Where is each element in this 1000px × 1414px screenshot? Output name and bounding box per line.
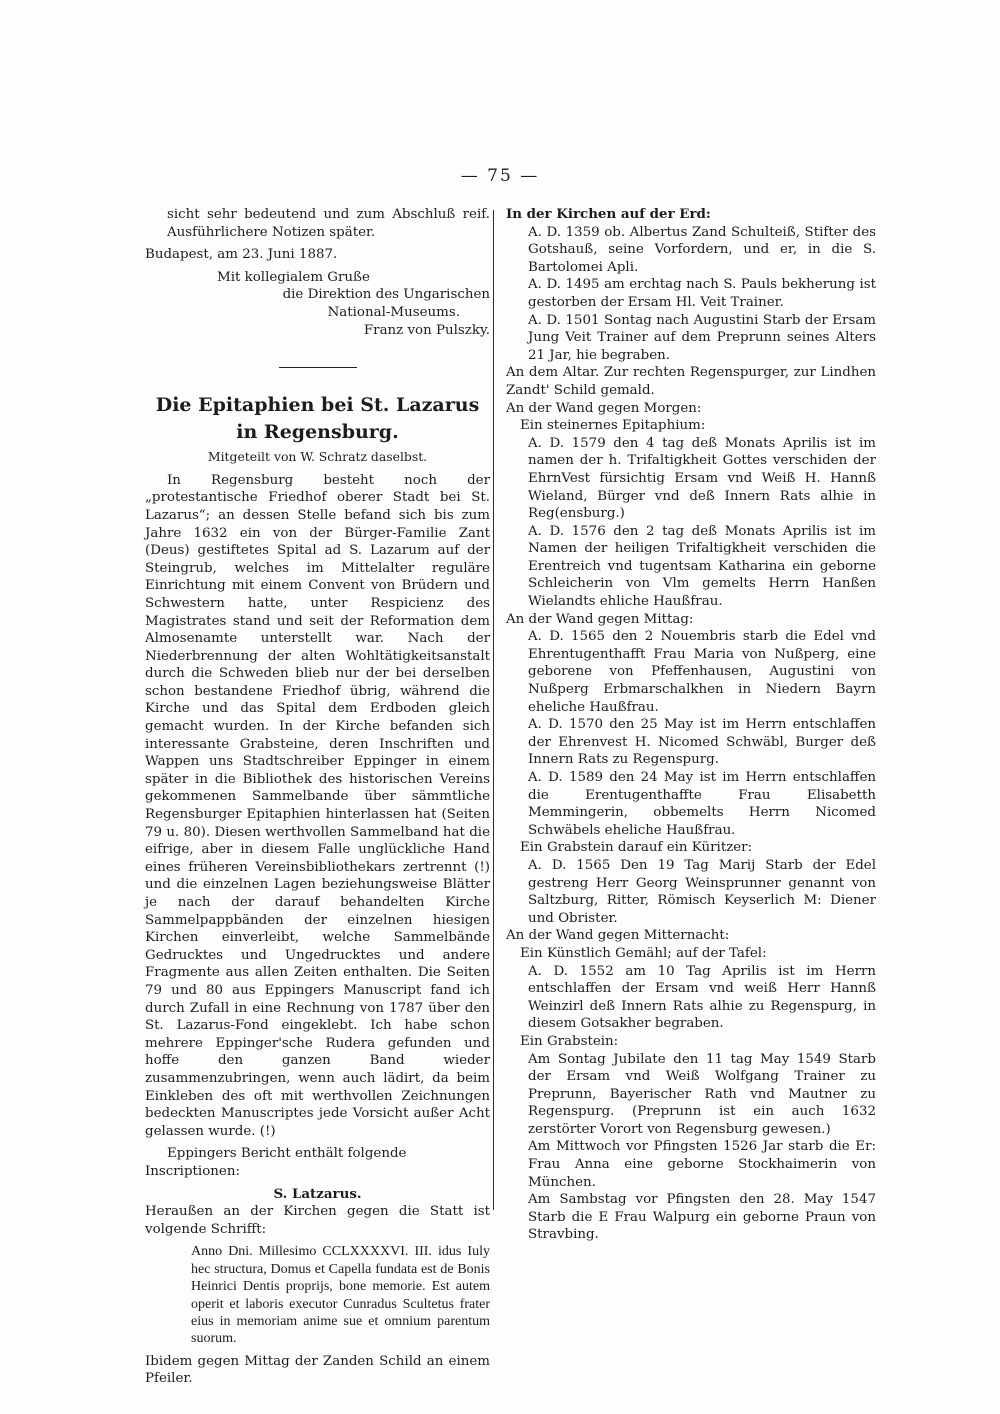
intro-continuation: sicht sehr bedeutend und zum Abschluß reif. Ausführlichere Notizen später.: [167, 207, 490, 240]
sender-line-2: National-Museums.: [327, 304, 460, 320]
right-column: [506, 206, 876, 1244]
east-entry-1: A. D. 1579 den 4 tag deß Monats Aprilis ist im namen der h. Trifaltigkheit Gottes verschiden der EhrnVest fürsichtig Ersam vnd Weiß H. Hannß Wieland, Bürger vnd deß Innern Rats alhie in Reg(ensburg.): [528, 435, 876, 522]
article-title-line-1: Die Epitaphien bei St. Lazarus: [155, 394, 480, 417]
floor-heading: In der Kirchen auf der Erd:: [506, 206, 711, 222]
south-entry-3: A. D. 1589 den 24 May ist im Herrn entschlaffen die Erentugenthaffte Frau Elisabetth Memmingerin, obbemelts Herrn Nicomed Schwäbels eheliche Haußfrau.: [528, 770, 876, 838]
grave-heading: Ein Grabstein darauf ein Küritzer:: [520, 840, 753, 856]
stone-entry-1: Am Sontag Jubilate den 11 tag May 1549 Starb der Ersam vnd Weiß Wolfgang Trainer zu Preprunn, Bayerischer Rath vnd Mautner zu Regenspurg. (Preprunn ist ein auch 1632 zerstörter Vorort von Regensburg gewesen.): [528, 1051, 876, 1137]
stone-entry-2: Am Mittwoch vor Pfingsten 1526 Jar starb die Er: Frau Anna eine geborne Stockhaimerin von München.: [528, 1139, 876, 1190]
article-title-line-2: in Regensburg.: [236, 421, 399, 444]
left-column: [145, 206, 490, 1388]
altar-entry: An dem Altar. Zur rechten Regenspurger, zur Lindhen Zandt' Schild gemald.: [506, 365, 876, 398]
byline: Mitgeteilt von W. Schratz daselbst.: [207, 449, 428, 465]
page-number: — 75 —: [460, 166, 540, 186]
article-body: In Regensburg besteht noch der „protestantische Friedhof oberer Stadt bei St. Lazarus“; an dessen Stelle befand sich bis zum Jahre 1632 ein von der Bürger-Familie Zant (Deus) gestiftetes Spital ad S. Lazarum auf der Steingrub, welches im Mittelalter reguläre Einrichtung mit einem Convent von Brüdern und Schwestern hatte, unter Respicienz des Magistrates stand und seit der Reformation dem Almosenamte unterstellt war. Nach der Niederbrennung der alten Wohltätigkeitsanstalt durch die Schweden blieb nur der bei derselben schon bestandene Friedhof übrig, während die Kirche und das Spital dem Erdboden gleich gemacht wurden. In der Kirche befanden sich interessante Grabsteine, deren Inschriften und Wappen uns Stadtschreiber Eppinger in einem später in die Bibliothek des historischen Vereins gekommenen Sammelbande über sämmtliche Regensburger Epitaphien hinterlassen hat (Seiten 79 u. 80). Diesen werthvollen Sammelband hat die eifrige, aber in diesem Falle unglückliche Hand eines früheren Vereinsbibliothekars zertrennt (!) und die einzelnen Lagen beziehungsweise Blätter je nach der darauf behandelten Kirche Sammelpappbänden der einzelnen hiesigen Kirchen einverleibt, welche Sammelbände Gedrucktes und Ungedrucktes und andere Fragmente aus allen Zeiten enthalten. Die Seiten 79 und 80 aus Eppingers Manuscript fand ich durch Zufall in eine Rechnung von 1787 über den St. Lazarus-Fond eingeklebt. Ich habe schon mehrere Eppinger'sche Rudera gefunden und hoffe den ganzen Band wieder zusammenzubringen, wenn auch lädirt, da beim Einkleben des oft mit werthvollen Zeichnungen bedeckten Manuscriptes jede Vorsicht außer Acht gelassen wurde. (!): [145, 472, 490, 1139]
north-subheading: Ein Künstlich Gemähl; auf der Tafel:: [520, 945, 767, 961]
stone-heading: Ein Grabstein:: [520, 1033, 619, 1049]
column-divider: [493, 210, 494, 1210]
floor-entry-1: A. D. 1359 ob. Albertus Zand Schulteiß, Stifter des Gotshauß, seine Vorfordern, und er, in die S. Bartolomei Apli.: [528, 224, 876, 275]
north-heading: An der Wand gegen Mitternacht:: [506, 928, 730, 944]
place-date: Budapest, am 23. Juni 1887.: [145, 247, 338, 263]
section-rule: [279, 367, 357, 368]
ibidem-note: Ibidem gegen Mittag der Zanden Schild an einem Pfeiler.: [145, 1353, 490, 1387]
greeting: Mit kollegialem Gruße: [217, 269, 370, 285]
stone-entry-3: Am Sambstag vor Pfingsten den 28. May 1547 Starb die E Frau Walpurg ein geborne Praun von Stravbing.: [528, 1192, 876, 1243]
east-heading: An der Wand gegen Morgen:: [506, 400, 702, 416]
grave-entry-1: A. D. 1565 Den 19 Tag Marij Starb der Edel gestreng Herr Georg Weinsprunner genannt von Saltzburg, Ritter, Römisch Keyserlich M: Diener und Obrister.: [528, 857, 876, 926]
signature: Franz von Pulszky.: [363, 322, 490, 338]
south-heading: An der Wand gegen Mittag:: [506, 611, 694, 627]
east-subheading: Ein steinernes Epitaphium:: [520, 418, 706, 434]
east-entry-2: A. D. 1576 den 2 tag deß Monats Aprilis ist im Namen der heiligen Trifaltigkheit verschiden die Erentreich vnd tugentsam Katharina ein geborne Schleicherin von Vlm gemelts Herrn Hanßen Wielandts ehliche Haußfrau.: [528, 523, 876, 610]
south-entry-2: A. D. 1570 den 25 May ist im Herrn entschlaffen der Ehrenvest H. Nicomed Schwäbl, Burger deß Innern Rats zu Regenspurg.: [528, 717, 876, 768]
outside-heading: Heraußen an der Kirchen gegen die Statt ist volgende Schrifft:: [145, 1204, 490, 1237]
north-entry-1: A. D. 1552 am 10 Tag Aprilis ist im Herrn entschlaffen der Ersam vnd weiß Herr Hannß Weinzirl deß Innern Rats alhie zu Regenspurg, in diesem Gotsakher begraben.: [528, 963, 876, 1032]
south-entry-1: A. D. 1565 den 2 Nouembris starb die Edel vnd Ehrentugenthafft Frau Maria von Nußperg, eine geborene von Pfeffenhausen, Augustini von Nußperg Erbmarschalkhen in Niedern Bayrn eheliche Haußfrau.: [528, 629, 876, 715]
section-heading: S. Latzarus.: [273, 1185, 362, 1202]
floor-entry-3: A. D. 1501 Sontag nach Augustini Starb der Ersam Jung Veit Trainer auf dem Preprunn seines Alters 21 Jar, hie begraben.: [528, 312, 876, 363]
latin-inscription: Anno Dni. Millesimo CCLXXXXVI. III. idus Iuly hec structura, Domus et Capella fundata est de Bonis Heinrici Dentis proprijs, bone memorie. Est autem operit et laboris executor Cunradus Scultetus frater eius in memoriam anime sue et omnium parentum suorum.: [191, 1244, 490, 1347]
sender-line-1: die Direktion des Ungarischen: [282, 287, 490, 303]
floor-entry-2: A. D. 1495 am erchtag nach S. Pauls bekherung ist gestorben der Ersam Hl. Veit Trainer.: [528, 277, 876, 310]
report-intro: Eppingers Bericht enthält folgende Inscriptionen:: [145, 1146, 407, 1179]
